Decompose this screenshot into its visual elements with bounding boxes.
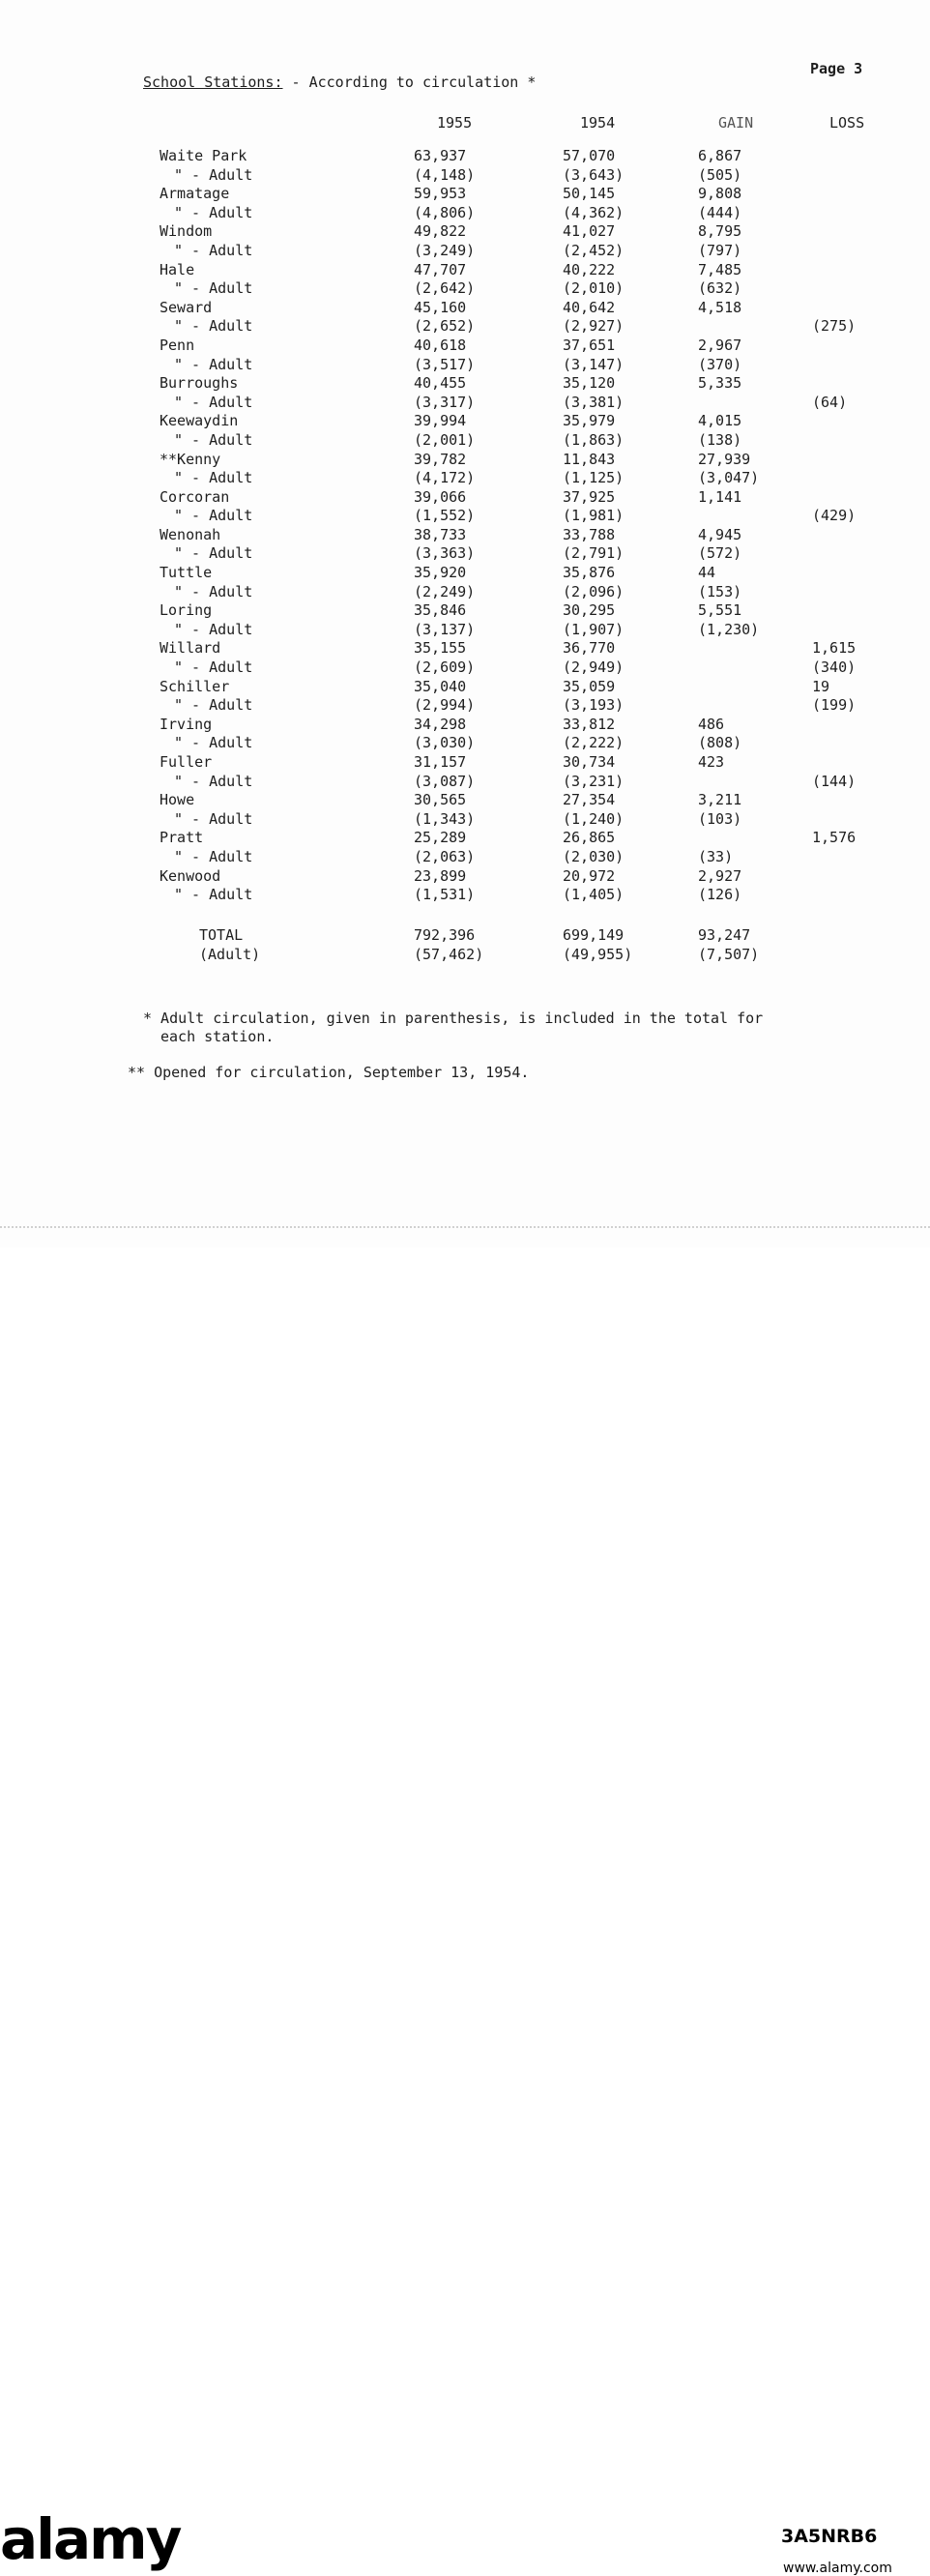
table-row bbox=[0, 394, 930, 413]
value-gain: (808) bbox=[698, 734, 742, 752]
value-gain: (572) bbox=[698, 544, 742, 563]
table-row bbox=[0, 279, 930, 299]
value-1955: 25,289 bbox=[414, 829, 467, 847]
value-1955: (2,001) bbox=[414, 430, 476, 449]
value-1954: (1,125) bbox=[563, 469, 625, 487]
value-1955: 40,618 bbox=[414, 336, 467, 354]
value-gain: 9,808 bbox=[698, 185, 742, 203]
value-gain: 5,551 bbox=[698, 601, 742, 620]
value-gain: 44 bbox=[698, 564, 716, 582]
station-name: " - Adult bbox=[174, 620, 253, 638]
table-row bbox=[0, 544, 930, 564]
value-1954: 35,059 bbox=[563, 677, 616, 695]
station-name: " - Adult bbox=[174, 393, 253, 411]
header-subtitle: - According to circulation * bbox=[282, 73, 537, 91]
station-name: Wenonah bbox=[160, 525, 221, 543]
station-name: " - Adult bbox=[174, 809, 253, 828]
table-row bbox=[0, 222, 930, 242]
table-row bbox=[0, 507, 930, 526]
value-1955: (2,994) bbox=[414, 696, 476, 715]
value-gain: (33) bbox=[698, 847, 734, 865]
value-1954: 30,295 bbox=[563, 601, 616, 620]
value-1955: 38,733 bbox=[414, 525, 467, 543]
station-name: " - Adult bbox=[174, 772, 253, 790]
document-page bbox=[0, 0, 930, 1247]
total-adult-row bbox=[0, 946, 930, 965]
station-name: " - Adult bbox=[174, 734, 253, 752]
station-name: Fuller bbox=[160, 753, 213, 771]
value-1954: 50,145 bbox=[563, 185, 616, 203]
table-row bbox=[0, 337, 930, 356]
table-row bbox=[0, 412, 930, 431]
station-name: " - Adult bbox=[174, 886, 253, 904]
circulation-table bbox=[0, 147, 930, 905]
value-1955: (1,552) bbox=[414, 507, 476, 525]
value-1954: (3,643) bbox=[563, 165, 625, 184]
header-title: School Stations: bbox=[143, 73, 283, 91]
value-1955: 39,782 bbox=[414, 450, 467, 468]
value-1955: (4,148) bbox=[414, 165, 476, 184]
watermark-strip bbox=[0, 1247, 930, 2576]
value-gain: (126) bbox=[698, 886, 742, 904]
value-1954: 41,027 bbox=[563, 222, 616, 241]
page-number: Page 3 bbox=[810, 60, 863, 77]
footnote-2: ** Opened for circulation, September 13, 1954. bbox=[128, 1064, 530, 1081]
table-row bbox=[0, 659, 930, 678]
table-row bbox=[0, 356, 930, 375]
value-1954: 40,222 bbox=[563, 260, 616, 278]
value-1955: 35,920 bbox=[414, 564, 467, 582]
value-gain: 1,141 bbox=[698, 487, 742, 506]
total-row bbox=[0, 926, 930, 946]
column-header-gain: GAIN bbox=[718, 114, 754, 132]
table-row bbox=[0, 374, 930, 394]
station-name: " - Adult bbox=[174, 203, 253, 221]
total-gain: 93,247 bbox=[698, 926, 751, 944]
value-1954: 30,734 bbox=[563, 753, 616, 771]
value-loss: (144) bbox=[812, 772, 857, 790]
value-1955: 39,994 bbox=[414, 412, 467, 430]
station-name: Loring bbox=[160, 601, 213, 620]
value-gain: (632) bbox=[698, 279, 742, 298]
table-row bbox=[0, 583, 930, 602]
value-1955: 30,565 bbox=[414, 791, 467, 809]
value-gain: 3,211 bbox=[698, 791, 742, 809]
table-row bbox=[0, 716, 930, 735]
value-gain: 4,945 bbox=[698, 525, 742, 543]
total-adult-gain: (7,507) bbox=[698, 945, 760, 963]
value-1955: (3,249) bbox=[414, 241, 476, 259]
column-header-loss: LOSS bbox=[829, 114, 865, 132]
table-row bbox=[0, 261, 930, 280]
total-adult-1954: (49,955) bbox=[563, 945, 633, 963]
column-header-1954: 1954 bbox=[580, 114, 616, 132]
station-name: Corcoran bbox=[160, 487, 230, 506]
value-gain: (103) bbox=[698, 809, 742, 828]
value-1955: 59,953 bbox=[414, 185, 467, 203]
value-gain: 8,795 bbox=[698, 222, 742, 241]
table-row bbox=[0, 299, 930, 318]
value-1955: (2,063) bbox=[414, 847, 476, 865]
station-name: " - Adult bbox=[174, 279, 253, 298]
table-row bbox=[0, 166, 930, 186]
table-row bbox=[0, 147, 930, 166]
value-1955: (1,343) bbox=[414, 809, 476, 828]
station-name: " - Adult bbox=[174, 241, 253, 259]
value-1954: (3,381) bbox=[563, 393, 625, 411]
value-1954: 37,651 bbox=[563, 336, 616, 354]
value-gain: (3,047) bbox=[698, 469, 760, 487]
value-1954: (3,147) bbox=[563, 355, 625, 373]
value-1954: (3,193) bbox=[563, 696, 625, 715]
value-1954: 20,972 bbox=[563, 866, 616, 885]
station-name: " - Adult bbox=[174, 317, 253, 336]
value-gain: 6,867 bbox=[698, 147, 742, 164]
value-1955: (3,137) bbox=[414, 620, 476, 638]
table-row bbox=[0, 242, 930, 261]
value-gain: 7,485 bbox=[698, 260, 742, 278]
station-name: Schiller bbox=[160, 677, 230, 695]
station-name: " - Adult bbox=[174, 582, 253, 600]
value-1954: (2,096) bbox=[563, 582, 625, 600]
station-name: Keewaydin bbox=[160, 412, 239, 430]
table-row bbox=[0, 639, 930, 659]
value-1954: (1,405) bbox=[563, 886, 625, 904]
table-row bbox=[0, 488, 930, 508]
value-gain: (797) bbox=[698, 241, 742, 259]
table-row bbox=[0, 696, 930, 716]
value-1955: (1,531) bbox=[414, 886, 476, 904]
value-1954: (1,863) bbox=[563, 430, 625, 449]
station-name: Windom bbox=[160, 222, 213, 241]
table-row bbox=[0, 185, 930, 204]
value-1955: (3,087) bbox=[414, 772, 476, 790]
table-row bbox=[0, 753, 930, 773]
value-1954: (2,791) bbox=[563, 544, 625, 563]
value-1955: 23,899 bbox=[414, 866, 467, 885]
image-id: 3A5NRB6 bbox=[781, 2526, 878, 2547]
value-1955: (3,030) bbox=[414, 734, 476, 752]
table-row bbox=[0, 204, 930, 223]
value-1954: (1,907) bbox=[563, 620, 625, 638]
value-gain: (444) bbox=[698, 203, 742, 221]
table-row bbox=[0, 451, 930, 470]
value-loss: (64) bbox=[812, 393, 848, 411]
value-1955: 39,066 bbox=[414, 487, 467, 506]
page-header bbox=[143, 73, 536, 91]
value-1954: 57,070 bbox=[563, 147, 616, 164]
value-1955: 63,937 bbox=[414, 147, 467, 164]
value-1954: 35,979 bbox=[563, 412, 616, 430]
totals-block bbox=[0, 926, 930, 964]
value-gain: (153) bbox=[698, 582, 742, 600]
value-1955: (2,652) bbox=[414, 317, 476, 336]
value-1954: (2,927) bbox=[563, 317, 625, 336]
table-row bbox=[0, 810, 930, 830]
value-loss: 1,615 bbox=[812, 639, 857, 658]
value-1954: 27,354 bbox=[563, 791, 616, 809]
table-row bbox=[0, 564, 930, 583]
value-loss: (275) bbox=[812, 317, 857, 336]
value-1954: (2,010) bbox=[563, 279, 625, 298]
scan-edge-divider bbox=[0, 1226, 930, 1228]
station-name: " - Adult bbox=[174, 659, 253, 677]
value-loss: 19 bbox=[812, 677, 830, 695]
value-loss: (199) bbox=[812, 696, 857, 715]
value-1954: 37,925 bbox=[563, 487, 616, 506]
value-1955: 35,040 bbox=[414, 677, 467, 695]
table-row bbox=[0, 621, 930, 640]
station-name: Hale bbox=[160, 260, 195, 278]
station-name: " - Adult bbox=[174, 430, 253, 449]
station-name: Seward bbox=[160, 298, 213, 316]
station-name: Howe bbox=[160, 791, 195, 809]
value-1955: 45,160 bbox=[414, 298, 467, 316]
value-gain: 4,518 bbox=[698, 298, 742, 316]
table-row bbox=[0, 601, 930, 621]
value-1955: 35,846 bbox=[414, 601, 467, 620]
value-gain: 4,015 bbox=[698, 412, 742, 430]
total-adult-label: (Adult) bbox=[199, 945, 261, 963]
value-1955: (4,806) bbox=[414, 203, 476, 221]
station-name: " - Adult bbox=[174, 696, 253, 715]
table-row bbox=[0, 848, 930, 867]
value-1954: (2,222) bbox=[563, 734, 625, 752]
station-name: Burroughs bbox=[160, 374, 239, 393]
total-1954: 699,149 bbox=[563, 926, 625, 944]
value-gain: (1,230) bbox=[698, 620, 760, 638]
value-1954: (2,452) bbox=[563, 241, 625, 259]
station-name: " - Adult bbox=[174, 165, 253, 184]
value-gain: 5,335 bbox=[698, 374, 742, 393]
value-1955: 31,157 bbox=[414, 753, 467, 771]
value-1954: 35,876 bbox=[563, 564, 616, 582]
value-gain: 423 bbox=[698, 753, 725, 771]
value-gain: 2,967 bbox=[698, 336, 742, 354]
alamy-logo: alamy bbox=[0, 2506, 181, 2572]
station-name: " - Adult bbox=[174, 847, 253, 865]
value-1954: 36,770 bbox=[563, 639, 616, 658]
station-name: " - Adult bbox=[174, 355, 253, 373]
value-1954: 40,642 bbox=[563, 298, 616, 316]
total-label: TOTAL bbox=[199, 926, 244, 944]
table-row bbox=[0, 734, 930, 753]
value-1954: (1,240) bbox=[563, 809, 625, 828]
value-1954: (4,362) bbox=[563, 203, 625, 221]
value-gain: (505) bbox=[698, 165, 742, 184]
station-name: Pratt bbox=[160, 829, 204, 847]
station-name: Tuttle bbox=[160, 564, 213, 582]
value-1954: (1,981) bbox=[563, 507, 625, 525]
station-name: " - Adult bbox=[174, 507, 253, 525]
value-1955: 35,155 bbox=[414, 639, 467, 658]
station-name: " - Adult bbox=[174, 469, 253, 487]
value-1955: 47,707 bbox=[414, 260, 467, 278]
value-gain: 2,927 bbox=[698, 866, 742, 885]
total-adult-1955: (57,462) bbox=[414, 945, 484, 963]
table-row bbox=[0, 886, 930, 905]
value-1954: 33,812 bbox=[563, 715, 616, 733]
table-row bbox=[0, 469, 930, 488]
station-name: Waite Park bbox=[160, 147, 247, 164]
table-row bbox=[0, 431, 930, 451]
station-name: " - Adult bbox=[174, 544, 253, 563]
value-loss: (340) bbox=[812, 659, 857, 677]
value-1955: (3,363) bbox=[414, 544, 476, 563]
value-gain: 486 bbox=[698, 715, 725, 733]
value-1954: (2,030) bbox=[563, 847, 625, 865]
value-gain: 27,939 bbox=[698, 450, 751, 468]
value-gain: (138) bbox=[698, 430, 742, 449]
value-loss: 1,576 bbox=[812, 829, 857, 847]
footnote-1 bbox=[143, 1010, 763, 1046]
value-1954: (3,231) bbox=[563, 772, 625, 790]
station-name: **Kenny bbox=[160, 450, 221, 468]
watermark-url: www.alamy.com bbox=[783, 2561, 892, 2576]
value-1955: 49,822 bbox=[414, 222, 467, 241]
value-1955: (3,317) bbox=[414, 393, 476, 411]
footnote-1-line-1: * Adult circulation, given in parenthesis, is included in the total for bbox=[143, 1010, 764, 1027]
value-1954: 26,865 bbox=[563, 829, 616, 847]
value-1955: (3,517) bbox=[414, 355, 476, 373]
station-name: Armatage bbox=[160, 185, 230, 203]
value-1954: 33,788 bbox=[563, 525, 616, 543]
column-header-1955: 1955 bbox=[437, 114, 473, 132]
value-1955: (4,172) bbox=[414, 469, 476, 487]
total-1955: 792,396 bbox=[414, 926, 476, 944]
value-loss: (429) bbox=[812, 507, 857, 525]
table-row bbox=[0, 867, 930, 887]
value-gain: (370) bbox=[698, 355, 742, 373]
value-1954: (2,949) bbox=[563, 659, 625, 677]
value-1955: (2,249) bbox=[414, 582, 476, 600]
station-name: Penn bbox=[160, 336, 195, 354]
value-1955: (2,642) bbox=[414, 279, 476, 298]
value-1955: 34,298 bbox=[414, 715, 467, 733]
table-row bbox=[0, 829, 930, 848]
station-name: Kenwood bbox=[160, 866, 221, 885]
table-row bbox=[0, 773, 930, 792]
value-1955: 40,455 bbox=[414, 374, 467, 393]
table-row bbox=[0, 526, 930, 545]
station-name: Willard bbox=[160, 639, 221, 658]
table-row bbox=[0, 317, 930, 337]
table-row bbox=[0, 678, 930, 697]
value-1954: 11,843 bbox=[563, 450, 616, 468]
station-name: Irving bbox=[160, 715, 213, 733]
footnote-1-line-2: each station. bbox=[160, 1028, 275, 1045]
value-1955: (2,609) bbox=[414, 659, 476, 677]
table-row bbox=[0, 791, 930, 810]
value-1954: 35,120 bbox=[563, 374, 616, 393]
